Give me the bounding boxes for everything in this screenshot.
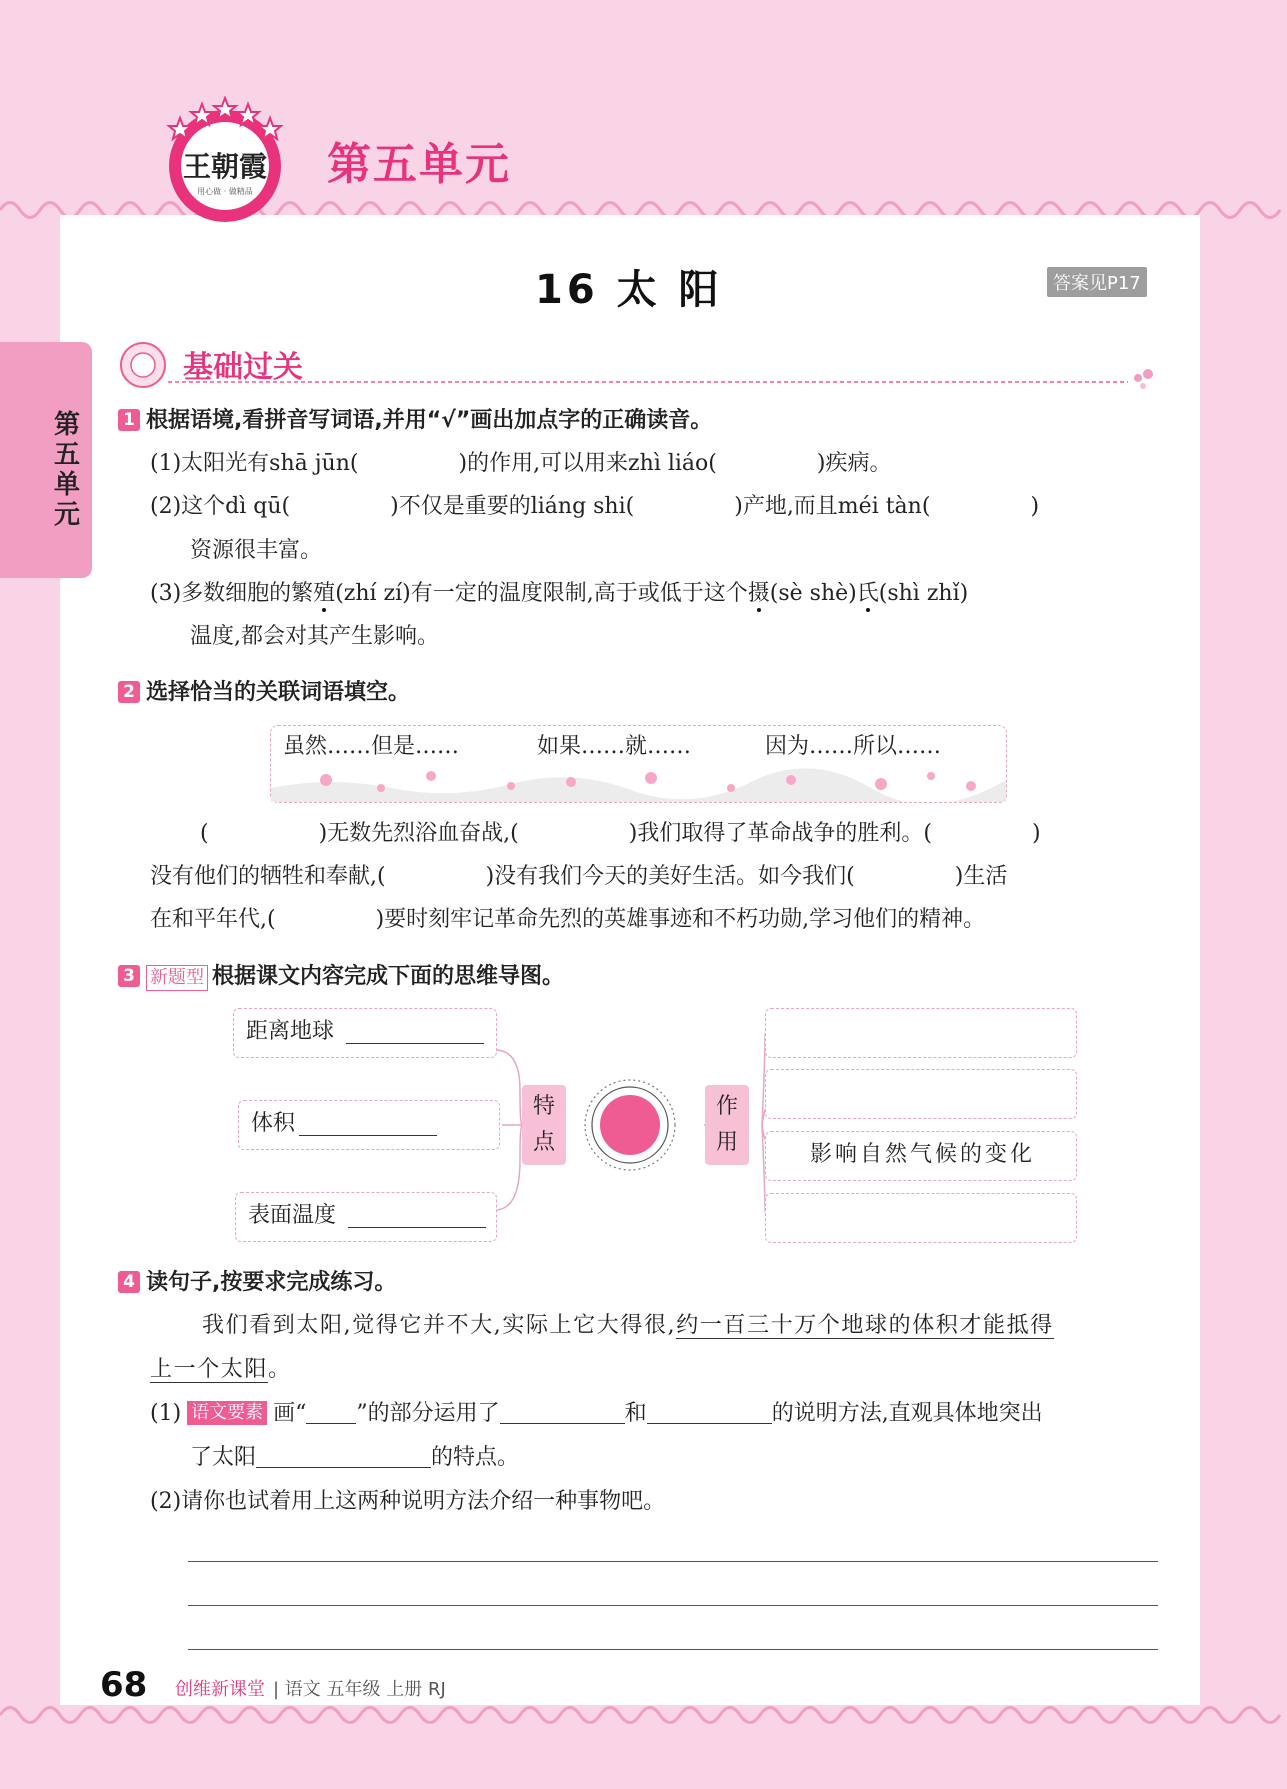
mindmap-right-box-3 [765,1131,1077,1181]
svg-text:用心做 · 做精品: 用心做 · 做精品 [197,187,253,196]
underline-sample [306,1401,356,1424]
effects-char-1: 作 [715,1094,738,1119]
q2-l2-part1: 没有他们的牺牲和奉献,( [150,864,386,889]
q1-l3-part1: (3)多数细胞的繁 [150,581,314,606]
sub1-part3: 和 [624,1401,647,1426]
q1-dotted-char-3: 氏 [856,581,879,606]
q1-l2-part4: ) [1030,494,1040,519]
new-question-type-tag: 新题型 [146,965,208,991]
side-tab-label: 第五单元 [53,410,80,530]
q1-prompt-text: 根据语境,看拼音写词语,并用“√”画出加点字的正确读音。 [146,408,713,433]
svg-text:王朝霞: 王朝霞 [182,150,268,183]
q1-l2-part3: )产地,而且méi tàn( [734,494,931,519]
climate-effect-text: 影响自然气候的变化 [810,1142,1036,1167]
sub1-part2: ”的部分运用了 [356,1401,500,1426]
q3-prompt-text: 根据课文内容完成下面的思维导图。 [212,964,565,989]
q3-number: 3 [118,965,140,987]
answer-line-1[interactable] [188,1561,1158,1562]
q1-l2-part2: )不仅是重要的liáng shi( [390,494,635,519]
q2-l1-part4: ) [1031,821,1041,846]
q1-l3-part2[interactable]: (zhí zí)有一定的温度限制,高于或低于这个 [335,581,748,606]
footer-info: | 语文 五年级 上册 RJ [273,1679,446,1700]
bottom-wave-border [0,1700,1287,1730]
sub1-part4: 的说明方法,直观具体地突出 [771,1401,1043,1426]
word-option-1: 虽然……但是…… [283,734,460,759]
answer-reference: 答案见P17 [1047,267,1147,297]
word-option-2: 如果……就…… [537,734,692,759]
sub1-part5: 了太阳 [190,1445,257,1470]
volume-blank[interactable] [299,1113,437,1136]
q1-l1-part3: )疾病。 [816,451,892,476]
passage-underlined-2: 上一个太阳 [150,1357,269,1382]
q1-line3b: 温度,都会对其产生影响。 [190,624,439,649]
sub1-part6: 的特点。 [431,1445,520,1470]
sub1-number: (1) [150,1401,182,1426]
sun-icon [585,1080,675,1170]
q2-line1 [200,819,1041,849]
q1-l1-part2: )的作用,可以用来zhì liáo( [458,451,717,476]
q1-number: 1 [118,409,140,431]
section-title: 基础过关 [183,350,303,385]
mindmap-left-box-temperature [235,1192,497,1242]
passage-end: 。 [268,1357,292,1382]
unit-title: 第五单元 [327,139,511,190]
mindmap-left-box-distance [233,1008,497,1058]
method-blank-2[interactable] [647,1401,772,1424]
effects-char-2: 用 [715,1130,738,1155]
q2-prompt [118,678,410,708]
features-char-1: 特 [532,1094,555,1119]
q1-l3-part4[interactable]: (shì zhǐ) [878,581,969,606]
key-element-tag: 语文要素 [187,1401,267,1425]
q1-dotted-char-1: 殖 [313,581,336,606]
mindmap-right-box-2[interactable] [765,1069,1077,1119]
mindmap-label-effects [705,1085,749,1165]
mindmap-label-features [522,1085,566,1165]
q4-sub1-line1 [150,1399,1043,1429]
q2-l3-part1: 在和平年代,( [150,907,276,932]
q2-word-bank [270,725,1007,803]
word-option-3: 因为……所以…… [765,734,942,759]
q2-line2 [150,862,1007,892]
q4-passage-line1 [202,1311,1054,1341]
sub1-part1: 画“ [273,1401,307,1426]
mindmap-right-box-1[interactable] [765,1008,1077,1058]
q4-sub2: (2)请你也试着用上这两种说明方法介绍一种事物吧。 [150,1489,666,1514]
q4-sub1-line2 [190,1443,519,1473]
q4-number: 4 [118,1271,140,1293]
q2-l1-part1: ( [200,821,209,846]
temperature-blank[interactable] [348,1205,486,1228]
features-char-2: 点 [532,1130,555,1155]
answer-line-3[interactable] [188,1649,1158,1650]
mindmap-right-box-4[interactable] [765,1193,1077,1243]
q1-line1 [150,449,891,479]
feature-blank[interactable] [256,1445,431,1468]
distance-label: 距离地球 [246,1019,335,1044]
q2-number: 2 [118,681,140,703]
q1-dotted-char-2: 摄 [747,581,770,606]
lesson-title: 16 太 阳 [535,267,723,313]
q2-prompt-text: 选择恰当的关联词语填空。 [146,680,411,705]
q4-passage-line2 [150,1355,292,1385]
temperature-label: 表面温度 [248,1203,337,1228]
q1-l2-part1: (2)这个dì qū( [150,494,291,519]
q1-l3-part3[interactable]: (sè shè) [769,581,857,606]
brand-logo [160,96,290,226]
volume-label: 体积 [251,1111,296,1136]
page-number: 68 [100,1665,148,1705]
q1-line2b: 资源很丰富。 [190,538,323,563]
footer-brand: 创维新课堂 [175,1679,265,1700]
method-blank-1[interactable] [500,1401,625,1424]
distance-blank[interactable] [346,1021,484,1044]
q1-prompt [118,406,712,436]
word-bank-flower-decoration [271,766,1006,802]
q2-l1-part2: )无数先烈浴血奋战,( [318,821,519,846]
q1-l1-part1: (1)太阳光有shā jūn( [150,451,359,476]
q4-prompt [118,1268,396,1298]
q2-l1-part3: )我们取得了革命战争的胜利。( [628,821,932,846]
paper-area [60,215,1200,1705]
q2-l2-part3: )生活 [954,864,1008,889]
q1-line3 [150,579,968,609]
mindmap-left-box-volume [238,1100,500,1150]
q2-line3 [150,905,985,935]
q1-line2 [150,492,1039,522]
q2-l2-part2: )没有我们今天的美好生活。如今我们( [485,864,855,889]
q2-l3-part2: )要时刻牢记革命先烈的英雄事迹和不朽功勋,学习他们的精神。 [375,907,986,932]
q3-prompt [118,962,564,992]
q4-prompt-text: 读句子,按要求完成练习。 [146,1270,397,1295]
answer-line-2[interactable] [188,1605,1158,1606]
passage-part1: 我们看到太阳,觉得它并不大,实际上它大得很, [202,1313,677,1338]
passage-underlined-1: 约一百三十万个地球的体积才能抵得 [676,1313,1054,1338]
